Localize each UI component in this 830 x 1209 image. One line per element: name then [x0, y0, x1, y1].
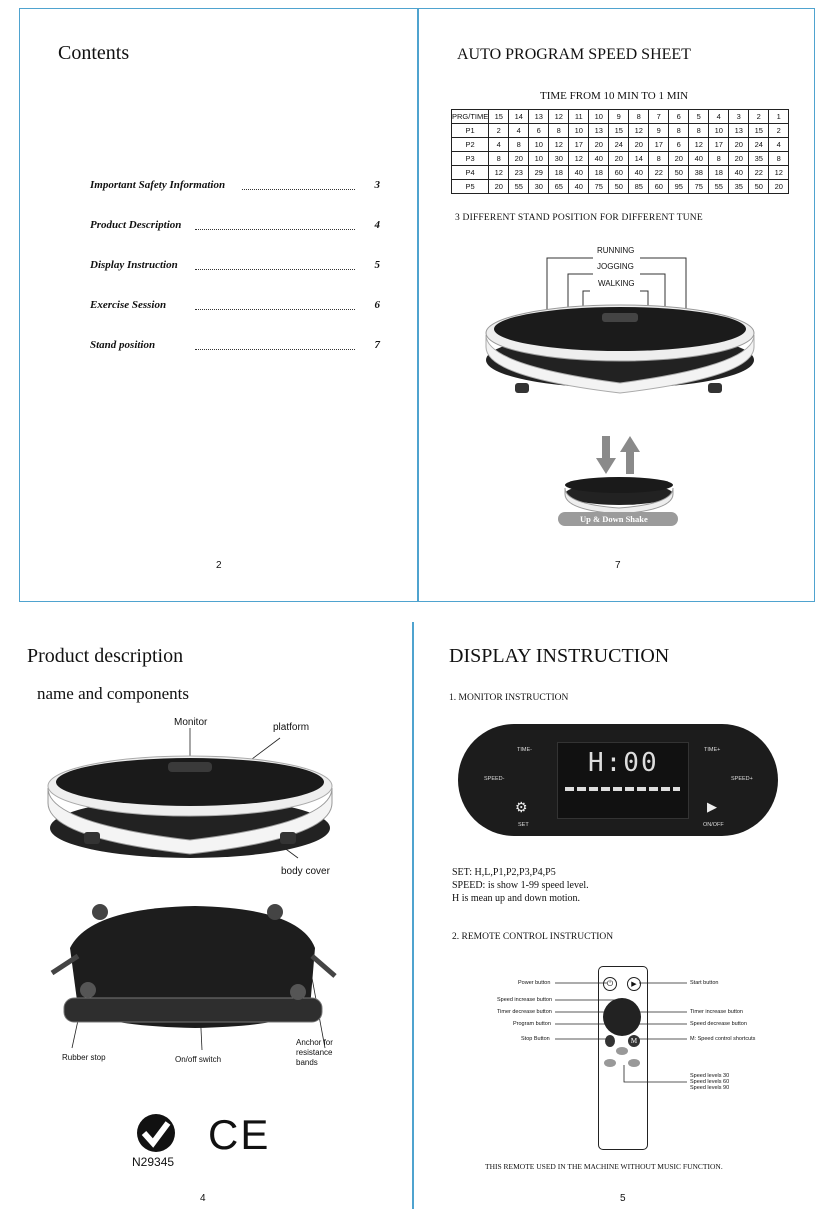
table-cell: P2	[452, 138, 489, 152]
table-cell: 20	[669, 152, 689, 166]
time-plus-label[interactable]: TIME+	[704, 747, 721, 753]
stand-position-illustration	[480, 255, 760, 400]
table-cell: P4	[452, 166, 489, 180]
table-cell: 12	[769, 166, 789, 180]
table-cell: 12	[489, 166, 509, 180]
speed-sheet-subtitle: TIME FROM 10 MIN TO 1 MIN	[540, 90, 689, 102]
table-cell: 10	[529, 152, 549, 166]
speed-sheet-title: AUTO PROGRAM SPEED SHEET	[457, 46, 691, 63]
table-cell: 23	[509, 166, 529, 180]
table-cell: 14	[509, 110, 529, 124]
remote-label: Speed levels 30	[690, 1073, 730, 1079]
table-cell: 50	[669, 166, 689, 180]
remote-label: Speed increase button	[497, 997, 553, 1003]
table-cell: P3	[452, 152, 489, 166]
table-cell: 55	[509, 180, 529, 194]
table-cell: 30	[529, 180, 549, 194]
monitor-heading: 1. MONITOR INSTRUCTION	[449, 693, 569, 703]
table-cell: 6	[669, 110, 689, 124]
console-level-bar	[565, 787, 680, 791]
table-cell: 17	[709, 138, 729, 152]
table-cell: 75	[589, 180, 609, 194]
stand-heading: 3 DIFFERENT STAND POSITION FOR DIFFERENT TUNE	[455, 213, 703, 223]
toc-leader	[242, 183, 355, 190]
toc-label: Exercise Session	[90, 299, 167, 311]
toc-leader	[195, 223, 355, 230]
table-cell: PRG/TIME	[452, 110, 489, 124]
product-bottom-illustration	[50, 898, 340, 1058]
table-cell: 8	[689, 124, 709, 138]
remote-label: Speed levels 60	[690, 1079, 730, 1085]
table-cell: 4	[709, 110, 729, 124]
table-cell: 10	[569, 124, 589, 138]
table-row	[452, 152, 789, 166]
speed-plus-label[interactable]: SPEED+	[731, 776, 753, 782]
anchor-label: Anchor for resistance bands	[296, 1038, 333, 1067]
toc-row-exercise[interactable]	[90, 299, 380, 315]
table-cell: 8	[649, 152, 669, 166]
table-cell: 35	[729, 180, 749, 194]
table-cell: 17	[649, 138, 669, 152]
table-cell: 2	[489, 124, 509, 138]
table-cell: 3	[729, 110, 749, 124]
toc-leader	[195, 263, 355, 270]
toc-page: 7	[374, 339, 380, 351]
ce-mark: CE	[208, 1111, 271, 1158]
table-cell: 29	[529, 166, 549, 180]
table-cell: 9	[609, 110, 629, 124]
table-cell: P1	[452, 124, 489, 138]
start-icon[interactable]: ▶	[627, 977, 641, 991]
running-label: RUNNING	[597, 246, 635, 255]
table-cell: 13	[589, 124, 609, 138]
table-cell: 11	[569, 110, 589, 124]
table-cell: 13	[729, 124, 749, 138]
table-cell: 65	[549, 180, 569, 194]
note-line: SPEED: is show 1-99 speed level.	[452, 880, 589, 891]
gear-icon[interactable]: ⚙	[515, 801, 528, 816]
table-cell: 8	[509, 138, 529, 152]
toc-row-safety[interactable]	[90, 179, 380, 195]
page-number: 4	[200, 1193, 206, 1204]
table-cell: 15	[609, 124, 629, 138]
table-cell: 20	[629, 138, 649, 152]
table-cell: 20	[509, 152, 529, 166]
console-readout: H:00	[588, 748, 659, 778]
remote-label: Program button	[513, 1021, 551, 1027]
table-cell: 8	[769, 152, 789, 166]
toc-page: 5	[374, 259, 380, 271]
table-cell: 12	[549, 110, 569, 124]
remote-label: M: Speed control shortcuts	[690, 1036, 756, 1042]
table-cell: 12	[629, 124, 649, 138]
table-cell: 22	[649, 166, 669, 180]
table-cell: 40	[569, 180, 589, 194]
toc-label: Display Instruction	[90, 259, 178, 271]
table-cell: 20	[589, 138, 609, 152]
table-cell: 5	[689, 110, 709, 124]
table-cell: 20	[489, 180, 509, 194]
table-cell: 55	[709, 180, 729, 194]
page-number: 5	[620, 1193, 626, 1204]
speed-table	[451, 109, 789, 194]
table-cell: 24	[749, 138, 769, 152]
toc-row-display[interactable]	[90, 259, 380, 275]
remote-label: Speed decrease button	[690, 1021, 747, 1027]
table-cell: 95	[669, 180, 689, 194]
platform-label: platform	[273, 722, 310, 733]
remote-footer-note: THIS REMOTE USED IN THE MACHINE WITHOUT MUSIC FUNCTION.	[485, 1162, 723, 1171]
table-cell: 8	[669, 124, 689, 138]
table-cell: 18	[549, 166, 569, 180]
table-row	[452, 180, 789, 194]
cert-code: N29345	[132, 1155, 175, 1169]
table-cell: 6	[669, 138, 689, 152]
top-spread-divider	[417, 8, 419, 602]
shake-label: Up & Down Shake	[580, 514, 648, 524]
rcm-mark-icon	[133, 1113, 179, 1153]
toc-page: 6	[374, 299, 380, 311]
table-cell: 50	[749, 180, 769, 194]
time-minus-label[interactable]: TIME-	[517, 747, 532, 753]
table-cell: 18	[589, 166, 609, 180]
table-cell: 40	[689, 152, 709, 166]
product-top-illustration	[40, 728, 340, 868]
table-cell: 2	[749, 110, 769, 124]
power-icon[interactable]: ⏻	[603, 977, 617, 991]
table-cell: P5	[452, 180, 489, 194]
table-cell: 8	[629, 110, 649, 124]
toc-row-stand[interactable]	[90, 339, 380, 355]
remote-label: Power button	[518, 980, 551, 986]
table-cell: 20	[769, 180, 789, 194]
remote-label: Timer increase button	[690, 1009, 743, 1015]
table-cell: 20	[729, 138, 749, 152]
table-cell: 4	[769, 138, 789, 152]
toc-leader	[195, 303, 355, 310]
table-cell: 60	[649, 180, 669, 194]
table-cell: 10	[529, 138, 549, 152]
table-cell: 40	[589, 152, 609, 166]
table-cell: 15	[749, 124, 769, 138]
speed-minus-label[interactable]: SPEED-	[484, 776, 505, 782]
onoff-label: ON/OFF	[703, 822, 724, 828]
remote-leader-lines	[555, 975, 695, 1085]
toc-page: 3	[374, 179, 380, 191]
table-row	[452, 166, 789, 180]
product-title: Product description	[27, 645, 184, 667]
table-cell: 10	[589, 110, 609, 124]
table-cell: 1	[769, 110, 789, 124]
toc-label: Important Safety Information	[90, 179, 226, 191]
remote-label: Start button	[690, 980, 719, 986]
table-cell: 8	[489, 152, 509, 166]
contents-title: Contents	[58, 42, 130, 64]
table-cell: 10	[709, 124, 729, 138]
note-line: SET: H,L,P1,P2,P3,P4,P5	[452, 867, 556, 878]
table-cell: 24	[609, 138, 629, 152]
set-label: SET	[518, 822, 529, 828]
table-cell: 13	[529, 110, 549, 124]
toc-page: 4	[374, 219, 380, 231]
table-cell: 20	[729, 152, 749, 166]
walking-label: WALKING	[598, 279, 635, 288]
remote-label: Speed levels 90	[690, 1085, 730, 1091]
toc-label: Stand position	[90, 339, 156, 351]
table-cell: 2	[769, 124, 789, 138]
body-cover-label: body cover	[281, 866, 330, 877]
table-cell: 4	[489, 138, 509, 152]
table-cell: 30	[549, 152, 569, 166]
table-cell: 4	[509, 124, 529, 138]
m-shortcut-icon[interactable]: M	[628, 1035, 640, 1047]
monitor-label: Monitor	[174, 717, 208, 728]
toc-leader	[195, 343, 355, 350]
toc-label: Product Description	[90, 219, 182, 231]
bottom-spread-divider	[412, 622, 414, 1209]
table-cell: 38	[689, 166, 709, 180]
table-cell: 40	[629, 166, 649, 180]
remote-label: Timer decrease button	[497, 1009, 552, 1015]
remote-heading: 2. REMOTE CONTROL INSTRUCTION	[452, 932, 614, 942]
table-cell: 15	[489, 110, 509, 124]
table-cell: 85	[629, 180, 649, 194]
page-number: 7	[615, 560, 621, 571]
display-title: DISPLAY INSTRUCTION	[449, 645, 670, 667]
table-row	[452, 138, 789, 152]
table-cell: 6	[529, 124, 549, 138]
table-cell: 8	[709, 152, 729, 166]
table-header-row	[452, 110, 789, 124]
rubber-stop-label: Rubber stop	[62, 1053, 106, 1062]
onoff-switch-label: On/off switch	[175, 1055, 222, 1064]
table-cell: 50	[609, 180, 629, 194]
table-cell: 20	[609, 152, 629, 166]
product-subtitle: name and components	[37, 684, 190, 703]
table-cell: 40	[729, 166, 749, 180]
table-cell: 75	[689, 180, 709, 194]
table-cell: 9	[649, 124, 669, 138]
table-cell: 12	[689, 138, 709, 152]
play-icon[interactable]: ▶	[707, 799, 717, 814]
table-cell: 35	[749, 152, 769, 166]
jogging-label: JOGGING	[597, 262, 634, 271]
table-cell: 7	[649, 110, 669, 124]
table-cell: 14	[629, 152, 649, 166]
table-cell: 8	[549, 124, 569, 138]
page-number: 2	[216, 560, 222, 571]
table-cell: 22	[749, 166, 769, 180]
table-cell: 17	[569, 138, 589, 152]
remote-label: Stop Button	[521, 1036, 550, 1042]
table-cell: 60	[609, 166, 629, 180]
table-cell: 40	[569, 166, 589, 180]
table-cell: 18	[709, 166, 729, 180]
note-line: H is mean up and down motion.	[452, 893, 581, 904]
table-row	[452, 124, 789, 138]
table-cell: 12	[549, 138, 569, 152]
table-cell: 12	[569, 152, 589, 166]
toc-row-product[interactable]	[90, 219, 380, 235]
